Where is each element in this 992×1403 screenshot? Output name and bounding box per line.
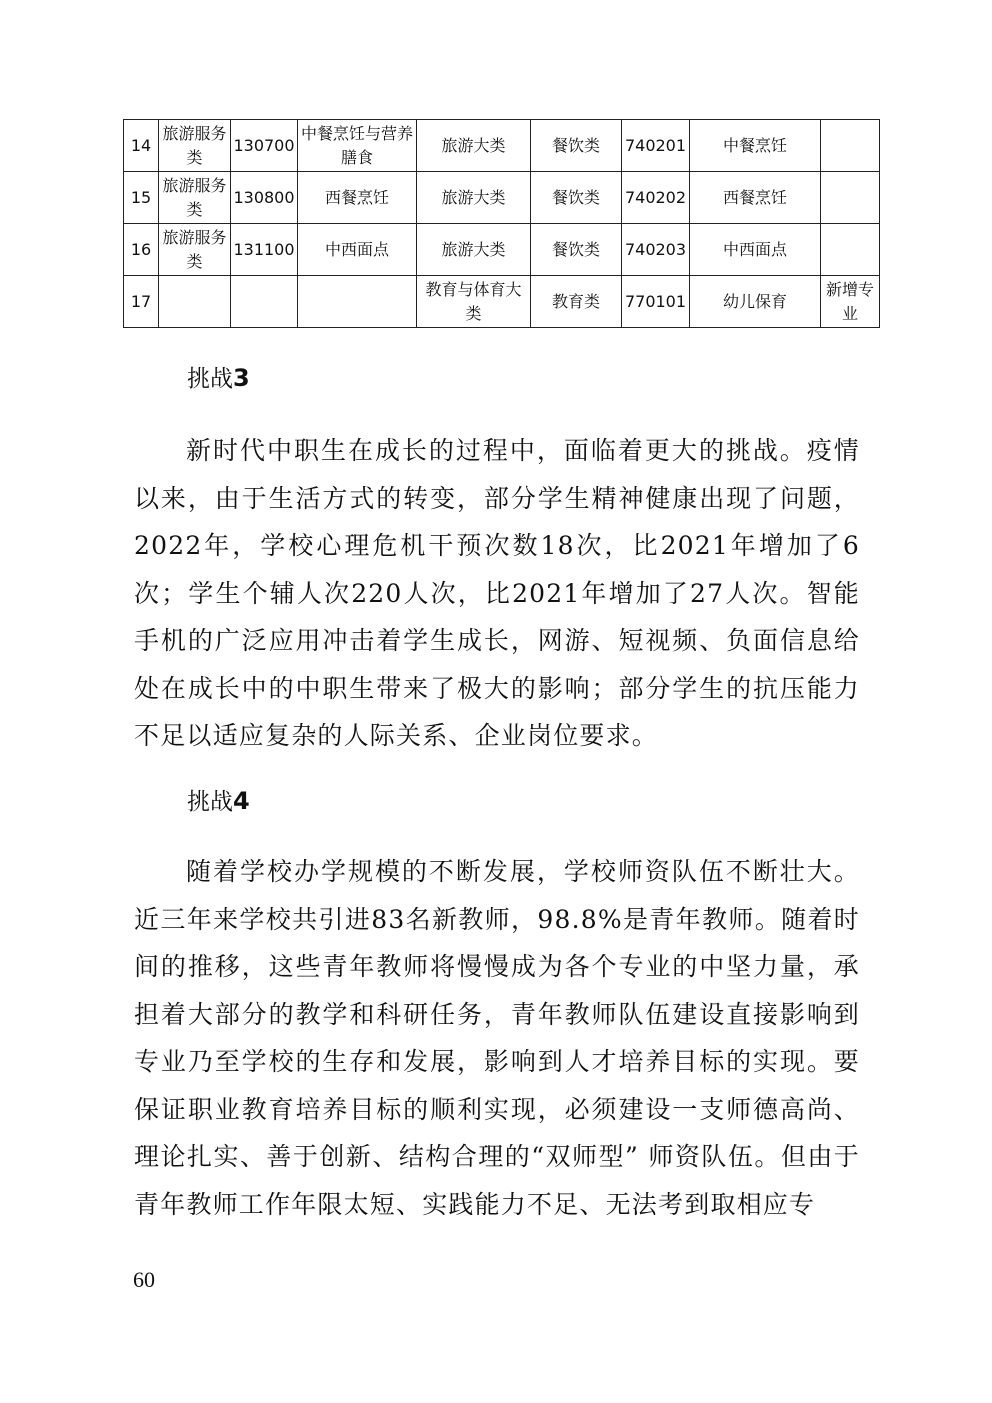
page-number: 60 — [133, 1267, 155, 1292]
category-cell: 旅游服务类 — [159, 120, 231, 172]
new-code-cell: 740203 — [622, 224, 690, 276]
challenge-3-paragraph: 新时代中职生在成长的过程中，面临着更大的挑战。疫情以来，由于生活方式的转变，部分学生精神健康出现了问题，2022年，学校心理危机干预次数18次，比2021年增加了6次；学生个辅人次220人次，比2021年增加了27人次。智能手机的广泛应用冲击着学生成长，网游、短视频、负面信息给处在成长中的中职生带来了极大的影响；部分学生的抗压能力不足以适应复杂的人际关系、企业岗位要求。 — [134, 436, 860, 750]
heading-number: 3 — [233, 364, 250, 392]
majors-table — [123, 119, 880, 328]
heading-number: 4 — [233, 787, 250, 815]
major-code-cell: 130700 — [231, 120, 298, 172]
new-name-cell: 中餐烹饪 — [690, 120, 821, 172]
table-row — [124, 172, 880, 224]
category-cell — [159, 276, 231, 328]
heading-label: 挑战 — [187, 789, 233, 815]
category-cell: 旅游服务类 — [159, 172, 231, 224]
challenge-4-paragraph: 随着学校办学规模的不断发展，学校师资队伍不断壮大。近三年来学校共引进83名新教师，98.8%是青年教师。随着时间的推移，这些青年教师将慢慢成为各个专业的中坚力量，承担着大部分的教学和科研任务，青年教师队伍建设直接影响到专业乃至学校的生存和发展，影响到人才培养目标的实现。要保证职业教育培养目标的顺利实现，必须建设一支师德高尚、理论扎实、善于创新、结构合理的“双师型” 师资队伍。但由于青年教师工作年限太短、实践能力不足、无法考到取相应专 — [134, 857, 860, 1219]
heading-label: 挑战 — [187, 366, 233, 392]
table-row — [124, 276, 880, 328]
challenge-4-heading — [187, 786, 250, 817]
table-row — [124, 224, 880, 276]
major-name-cell: 中餐烹饪与营养膳食 — [298, 120, 417, 172]
category-cell: 旅游服务类 — [159, 224, 231, 276]
row-index-cell: 17 — [124, 276, 159, 328]
sub-category-cell: 餐饮类 — [531, 224, 622, 276]
row-index-cell: 16 — [124, 224, 159, 276]
new-name-cell: 幼儿保育 — [690, 276, 821, 328]
new-code-cell: 740201 — [622, 120, 690, 172]
major-name-cell — [298, 276, 417, 328]
major-name-cell: 中西面点 — [298, 224, 417, 276]
table-row — [124, 120, 880, 172]
major-code-cell: 131100 — [231, 224, 298, 276]
sub-category-cell: 教育类 — [531, 276, 622, 328]
remark-cell — [821, 120, 880, 172]
new-name-cell: 中西面点 — [690, 224, 821, 276]
sub-category-cell: 餐饮类 — [531, 172, 622, 224]
broad-category-cell: 教育与体育大类 — [417, 276, 531, 328]
remark-cell: 新增专业 — [821, 276, 880, 328]
remark-cell — [821, 224, 880, 276]
major-code-cell — [231, 276, 298, 328]
major-name-cell: 西餐烹饪 — [298, 172, 417, 224]
broad-category-cell: 旅游大类 — [417, 224, 531, 276]
remark-cell — [821, 172, 880, 224]
broad-category-cell: 旅游大类 — [417, 172, 531, 224]
new-name-cell: 西餐烹饪 — [690, 172, 821, 224]
challenge-3-heading — [187, 363, 250, 394]
new-code-cell: 770101 — [622, 276, 690, 328]
row-index-cell: 14 — [124, 120, 159, 172]
row-index-cell: 15 — [124, 172, 159, 224]
sub-category-cell: 餐饮类 — [531, 120, 622, 172]
broad-category-cell: 旅游大类 — [417, 120, 531, 172]
major-code-cell: 130800 — [231, 172, 298, 224]
new-code-cell: 740202 — [622, 172, 690, 224]
